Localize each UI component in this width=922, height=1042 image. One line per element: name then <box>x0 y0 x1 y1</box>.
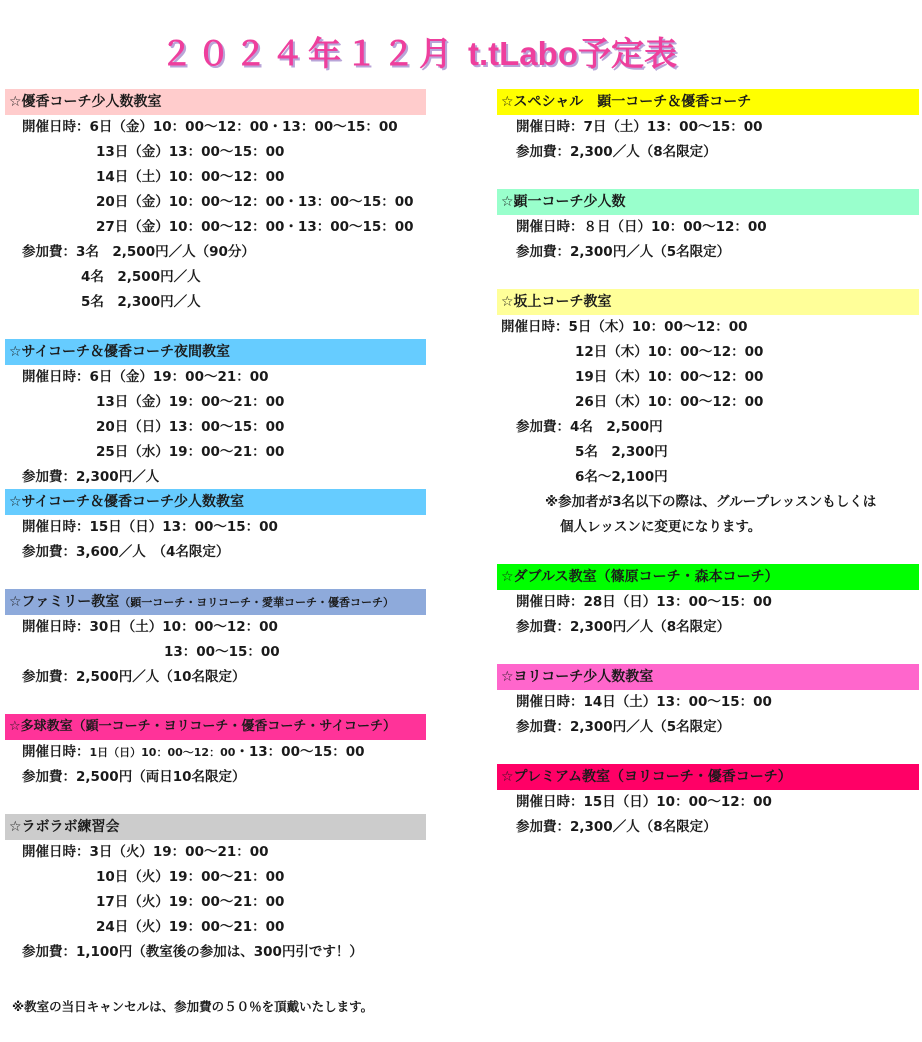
schedule-line: 13日（金）13：00～15：00 <box>96 144 285 160</box>
section-yori-small <box>490 664 922 740</box>
fee-line: 4名 2,500円／人 <box>81 269 201 285</box>
schedule-line: 開催日時：15日（日）10：00～12：00 <box>516 794 772 810</box>
schedule-line: 20日（日）13：00～15：00 <box>96 419 285 435</box>
schedule-line: 開催日時：28日（日）13：00～15：00 <box>516 594 772 610</box>
section-sakagami <box>490 289 922 540</box>
section-kenichi-small <box>490 189 922 265</box>
fee-line: 5名 2,300円／人 <box>81 294 201 310</box>
section-header <box>5 589 426 615</box>
section-header: ☆サイコーチ＆優香コーチ少人数教室 <box>5 489 426 515</box>
title-brand: t.tLabo予定表 <box>468 35 677 72</box>
section-title: ☆ファミリー教室 <box>9 594 120 610</box>
schedule-line: 26日（木）10：00～12：00 <box>575 394 764 410</box>
section-header: ☆坂上コーチ教室 <box>497 289 919 315</box>
fee-line: 参加費：2,500円／人（10名限定） <box>22 669 246 685</box>
schedule-line: 19日（木）10：00～12：00 <box>575 369 764 385</box>
schedule-line: 開催日時：6日（金）19：00～21：00 <box>22 369 269 385</box>
fee-line: 参加費：4名 2,500円 <box>516 419 663 435</box>
schedule-line: 20日（金）10：00～12：00・13：00～15：00 <box>96 194 414 210</box>
section-header: ☆ダブルス教室（篠原コーチ・森本コーチ） <box>497 564 919 590</box>
schedule-line <box>0 740 430 765</box>
fee-line: 参加費：2,300円／人 <box>22 469 160 485</box>
section-takyu <box>0 714 430 790</box>
schedule-line: 開催日時：15日（日）13：00～15：00 <box>22 519 278 535</box>
schedule-line: 14日（土）10：00～12：00 <box>96 169 285 185</box>
title-date: ２０２４年１２月 <box>160 34 456 73</box>
note-line: ※参加者が3名以下の際は、グループレッスンもしくは <box>545 494 877 510</box>
section-coaches: （顕一コーチ・ヨリコーチ・愛華コーチ・優香コーチ） <box>119 596 395 609</box>
note-line: 個人レッスンに変更になります。 <box>560 519 762 535</box>
schedule-line: 17日（火）19：00～21：00 <box>96 894 285 910</box>
fee-line: 参加費：2,300／人（8名限定） <box>516 819 717 835</box>
fee-line: 参加費：2,300円／人（8名限定） <box>516 619 731 635</box>
section-sai-yuka-night <box>0 339 430 490</box>
section-header: ☆スペシャル 顕一コーチ＆優香コーチ <box>497 89 919 115</box>
fee-line: 参加費：2,300円／人（5名限定） <box>516 719 731 735</box>
section-labo <box>0 814 430 965</box>
section-header: ☆多球教室（顕一コーチ・ヨリコーチ・優香コーチ・サイコーチ） <box>5 714 426 740</box>
fee-line: 参加費：2,500円（両日10名限定） <box>22 769 246 785</box>
schedule-label: 開催日時： <box>22 744 90 760</box>
section-premium <box>490 764 922 840</box>
section-header: ☆顕一コーチ少人数 <box>497 189 919 215</box>
section-header: ☆ヨリコーチ少人数教室 <box>497 664 919 690</box>
schedule-time: ・13：00～15：00 <box>235 744 365 760</box>
section-header: ☆プレミアム教室（ヨリコーチ・優香コーチ） <box>497 764 919 790</box>
fee-line: 参加費：3,600／人 （4名限定） <box>22 544 230 560</box>
fee-line: 参加費：2,300／人（8名限定） <box>516 144 717 160</box>
fee-line: 5名 2,300円 <box>575 444 668 460</box>
schedule-line: 10日（火）19：00～21：00 <box>96 869 285 885</box>
section-header: ☆優香コーチ少人数教室 <box>5 89 426 115</box>
schedule-line: 13日（金）19：00～21：00 <box>96 394 285 410</box>
schedule-line: 27日（金）10：00～12：00・13：00～15：00 <box>96 219 414 235</box>
schedule-line: 開催日時：3日（火）19：00～21：00 <box>22 844 269 860</box>
section-header: ☆ラボラボ練習会 <box>5 814 426 840</box>
section-doubles <box>490 564 922 640</box>
section-yuka-small <box>0 89 430 315</box>
section-sai-yuka-small <box>0 489 430 565</box>
fee-line: 6名～2,100円 <box>575 469 668 485</box>
schedule-line: 13：00～15：00 <box>164 644 280 660</box>
schedule-line: 開催日時：7日（土）13：00～15：00 <box>516 119 763 135</box>
schedule-line: 開催日時：８日（日）10：00～12：00 <box>516 219 767 235</box>
fee-line: 参加費：2,300円／人（5名限定） <box>516 244 731 260</box>
section-header: ☆サイコーチ＆優香コーチ夜間教室 <box>5 339 426 365</box>
schedule-line: 24日（火）19：00～21：00 <box>96 919 285 935</box>
schedule-line: 開催日時：6日（金）10：00～12：00・13：00～15：00 <box>22 119 398 135</box>
fee-line: 参加費：3名 2,500円／人（90分） <box>22 244 255 260</box>
fee-line: 参加費：1,100円（教室後の参加は、300円引です！） <box>22 944 363 960</box>
section-special <box>490 89 922 165</box>
page-title <box>160 28 677 75</box>
schedule-line: 25日（水）19：00～21：00 <box>96 444 285 460</box>
schedule-line: 12日（木）10：00～12：00 <box>575 344 764 360</box>
schedule-date: 1日（日）10：00～12：00 <box>89 746 236 759</box>
schedule-line: 開催日時：14日（土）13：00～15：00 <box>516 694 772 710</box>
section-family <box>0 589 430 690</box>
schedule-line: 開催日時：5日（木）10：00～12：00 <box>501 319 748 335</box>
cancellation-note: ※教室の当日キャンセルは、参加費の５０％を頂戴いたします。 <box>12 999 374 1014</box>
schedule-line: 開催日時：30日（土）10：00～12：00 <box>22 619 278 635</box>
